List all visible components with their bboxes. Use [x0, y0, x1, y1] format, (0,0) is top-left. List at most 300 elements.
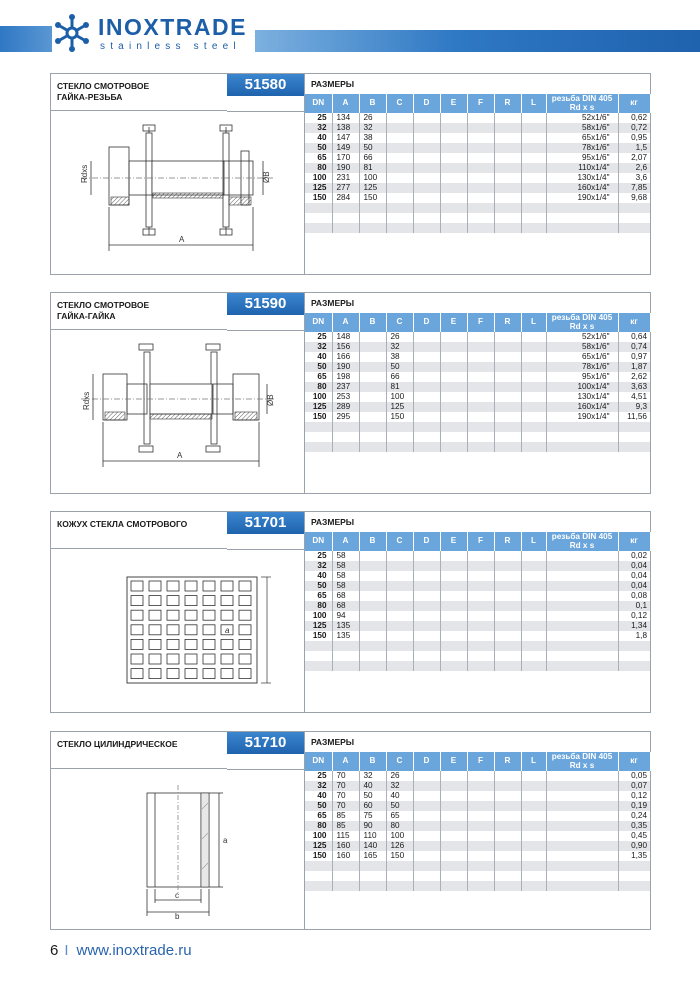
table-cell: [494, 372, 521, 382]
table-cell: 38: [386, 352, 413, 362]
table-row: [305, 193, 650, 203]
table-row: [305, 831, 650, 841]
section-title-line2: ГАЙКА-РЕЗЬБА: [57, 92, 123, 102]
article-code-badge: 51701: [227, 512, 304, 534]
col-header-thread: [546, 313, 618, 332]
table-row: [305, 851, 650, 861]
table-cell: [359, 432, 386, 442]
table-cell: 32: [305, 561, 332, 571]
table-row: [305, 591, 650, 601]
sleeve-drawing: [51, 549, 304, 712]
col-header-l: L: [521, 752, 546, 771]
table-cell: [305, 871, 332, 881]
table-cell: 52x1/6": [546, 332, 618, 342]
table-cell: 100: [359, 173, 386, 183]
col-header-r: R: [494, 752, 521, 771]
table-cell: 80: [305, 163, 332, 173]
table-cell: 150: [305, 193, 332, 203]
article-code-badge: 51590: [227, 293, 304, 315]
table-row: [305, 183, 650, 193]
dimensions-table: [305, 94, 651, 233]
table-cell: [494, 442, 521, 452]
table-cell: [413, 183, 440, 193]
table-cell: [413, 601, 440, 611]
table-cell: [413, 851, 440, 861]
table-cell: [494, 183, 521, 193]
table-cell: [546, 581, 618, 591]
table-cell: [494, 881, 521, 891]
table-cell: 40: [305, 571, 332, 581]
table-cell: [494, 851, 521, 861]
table-cell: 80: [386, 821, 413, 831]
table-cell: [413, 362, 440, 372]
badge-underline: [227, 96, 304, 112]
table-cell: [386, 183, 413, 193]
table-cell: [546, 571, 618, 581]
table-cell: 231: [332, 173, 359, 183]
table-cell: [467, 601, 494, 611]
table-cell: [521, 133, 546, 143]
table-cell: [546, 631, 618, 641]
table-cell: [546, 422, 618, 432]
col-header-r: R: [494, 532, 521, 551]
section-left-panel: [51, 74, 305, 274]
table-cell: [521, 601, 546, 611]
table-cell: [440, 631, 467, 641]
table-cell: [332, 203, 359, 213]
table-cell: 289: [332, 402, 359, 412]
table-cell: [494, 561, 521, 571]
table-cell: 25: [305, 551, 332, 561]
table-cell: [521, 631, 546, 641]
dimensions-table: [305, 532, 651, 671]
table-cell: [413, 193, 440, 203]
table-cell: 100: [305, 392, 332, 402]
table-cell: [305, 422, 332, 432]
table-cell: [494, 392, 521, 402]
table-cell: [413, 631, 440, 641]
table-cell: [521, 641, 546, 651]
table-cell: [359, 881, 386, 891]
table-cell: [467, 372, 494, 382]
table-cell: 58: [332, 551, 359, 561]
table-cell: [467, 382, 494, 392]
table-cell: 40: [359, 781, 386, 791]
section-left-panel: [51, 732, 305, 929]
table-cell: 32: [305, 781, 332, 791]
table-cell: [413, 871, 440, 881]
col-header-e: E: [440, 532, 467, 551]
table-cell: [386, 123, 413, 133]
table-cell: [440, 601, 467, 611]
table-cell: 190: [332, 163, 359, 173]
table-cell: [359, 392, 386, 402]
table-cell: [386, 163, 413, 173]
table-cell: [359, 342, 386, 352]
table-cell: [386, 551, 413, 561]
table-cell: 0,12: [618, 791, 650, 801]
table-cell: [440, 133, 467, 143]
table-cell: [494, 193, 521, 203]
table-cell: [440, 173, 467, 183]
table-cell: [413, 861, 440, 871]
table-cell: [413, 661, 440, 671]
product-section: [50, 731, 651, 930]
badge-underline: [227, 754, 304, 770]
table-cell: [440, 153, 467, 163]
col-header-d: D: [413, 94, 440, 113]
table-cell: [618, 871, 650, 881]
table-cell: [413, 821, 440, 831]
table-cell: 58x1/6": [546, 123, 618, 133]
table-row: [305, 811, 650, 821]
table-cell: [521, 831, 546, 841]
table-cell: [440, 621, 467, 631]
table-cell: 0,24: [618, 811, 650, 821]
table-cell: 65: [305, 153, 332, 163]
table-row: [305, 362, 650, 372]
col-header-e: E: [440, 313, 467, 332]
table-cell: [494, 581, 521, 591]
table-cell: 150: [305, 851, 332, 861]
table-row: [305, 601, 650, 611]
table-cell: [359, 601, 386, 611]
table-cell: [494, 621, 521, 631]
table-cell: 148: [332, 332, 359, 342]
a-label: A: [177, 451, 183, 460]
table-cell: [440, 163, 467, 173]
table-cell: [359, 442, 386, 452]
table-cell: [467, 422, 494, 432]
table-cell: [359, 223, 386, 233]
col-header-f: F: [467, 313, 494, 332]
table-row: [305, 153, 650, 163]
table-cell: [467, 631, 494, 641]
table-cell: 149: [332, 143, 359, 153]
table-row: [305, 203, 650, 213]
table-cell: [467, 412, 494, 422]
table-cell: [359, 372, 386, 382]
table-cell: 32: [305, 123, 332, 133]
table-cell: [386, 153, 413, 163]
table-cell: [440, 591, 467, 601]
table-cell: 150: [305, 412, 332, 422]
table-cell: 190x1/4": [546, 412, 618, 422]
section-table-panel: [305, 512, 650, 712]
table-cell: 135: [332, 631, 359, 641]
fitting-drawing: [51, 330, 304, 493]
table-cell: 0,07: [618, 781, 650, 791]
table-cell: 125: [305, 621, 332, 631]
table-cell: 110: [359, 831, 386, 841]
table-cell: 65: [386, 811, 413, 821]
table-cell: 0,1: [618, 601, 650, 611]
technical-drawing: [51, 549, 304, 712]
table-cell: [359, 352, 386, 362]
table-cell: 125: [305, 183, 332, 193]
table-cell: [467, 771, 494, 781]
table-row: [305, 412, 650, 422]
table-cell: 110x1/4": [546, 163, 618, 173]
table-cell: [467, 133, 494, 143]
table-row: [305, 621, 650, 631]
table-row: [305, 223, 650, 233]
table-cell: [332, 871, 359, 881]
table-row: [305, 821, 650, 831]
table-row: [305, 581, 650, 591]
table-cell: 58x1/6": [546, 342, 618, 352]
a-label: a: [225, 626, 230, 635]
table-cell: [521, 213, 546, 223]
table-cell: [467, 392, 494, 402]
table-cell: [413, 402, 440, 412]
table-cell: [546, 621, 618, 631]
table-row: [305, 611, 650, 621]
table-cell: 78x1/6": [546, 143, 618, 153]
table-cell: [440, 422, 467, 432]
col-header-b: B: [359, 752, 386, 771]
thread-header-line1: резьба DIN 405: [551, 94, 613, 103]
table-cell: [359, 581, 386, 591]
table-cell: [305, 442, 332, 452]
table-cell: [332, 442, 359, 452]
table-cell: [359, 422, 386, 432]
header-band: [255, 30, 700, 52]
table-cell: [494, 123, 521, 133]
table-cell: [494, 601, 521, 611]
table-cell: [494, 571, 521, 581]
table-cell: [467, 113, 494, 123]
article-code-badge: 51580: [227, 74, 304, 96]
table-cell: [494, 641, 521, 651]
table-row: [305, 781, 650, 791]
website-link[interactable]: www.inoxtrade.ru: [76, 942, 192, 959]
table-cell: 9,3: [618, 402, 650, 412]
table-cell: 0,62: [618, 113, 650, 123]
table-cell: [467, 432, 494, 442]
table-cell: 66: [386, 372, 413, 382]
table-cell: [494, 611, 521, 621]
table-cell: [440, 352, 467, 362]
table-cell: 284: [332, 193, 359, 203]
table-cell: 198: [332, 372, 359, 382]
table-cell: [521, 771, 546, 781]
table-cell: [467, 342, 494, 352]
table-cell: [467, 781, 494, 791]
table-cell: [546, 851, 618, 861]
table-cell: [467, 352, 494, 362]
table-cell: [305, 223, 332, 233]
table-cell: [440, 581, 467, 591]
table-cell: 190: [332, 362, 359, 372]
table-cell: [413, 342, 440, 352]
table-cell: 160x1/4": [546, 402, 618, 412]
table-cell: [467, 551, 494, 561]
table-cell: [521, 821, 546, 831]
table-cell: [413, 621, 440, 631]
table-cell: [521, 581, 546, 591]
table-cell: [386, 442, 413, 452]
table-cell: [494, 382, 521, 392]
table-cell: [546, 771, 618, 781]
table-cell: [440, 831, 467, 841]
table-cell: [521, 432, 546, 442]
table-cell: 100: [305, 173, 332, 183]
table-cell: [494, 861, 521, 871]
table-cell: 1,34: [618, 621, 650, 631]
table-cell: [386, 422, 413, 432]
table-cell: 95x1/6": [546, 153, 618, 163]
table-cell: 70: [332, 771, 359, 781]
table-cell: [521, 621, 546, 631]
table-cell: [332, 223, 359, 233]
table-cell: [521, 871, 546, 881]
table-row: [305, 841, 650, 851]
section-title: [51, 293, 227, 330]
table-cell: [332, 861, 359, 871]
table-cell: [618, 641, 650, 651]
col-header-dn: DN: [305, 313, 332, 332]
table-cell: 7,85: [618, 183, 650, 193]
col-header-b: B: [359, 532, 386, 551]
product-section: [50, 73, 651, 275]
table-cell: 50: [386, 362, 413, 372]
table-cell: 0,90: [618, 841, 650, 851]
glass-cylinder-drawing: [51, 769, 304, 929]
table-cell: [305, 641, 332, 651]
col-header-l: L: [521, 313, 546, 332]
table-cell: [467, 442, 494, 452]
table-cell: [359, 203, 386, 213]
section-table-panel: [305, 74, 650, 274]
table-cell: [494, 203, 521, 213]
col-header-l: L: [521, 532, 546, 551]
table-cell: [413, 781, 440, 791]
table-cell: [521, 382, 546, 392]
table-cell: 50: [386, 801, 413, 811]
table-cell: 70: [332, 791, 359, 801]
table-cell: [440, 193, 467, 203]
table-cell: 68: [332, 601, 359, 611]
col-header-l: L: [521, 94, 546, 113]
table-cell: [440, 372, 467, 382]
table-cell: 100: [386, 831, 413, 841]
table-cell: [413, 432, 440, 442]
table-cell: [386, 203, 413, 213]
col-header-c: C: [386, 532, 413, 551]
table-cell: 237: [332, 382, 359, 392]
table-cell: [494, 831, 521, 841]
page-number: 6: [50, 942, 59, 959]
footer-separator: I: [64, 942, 69, 959]
table-cell: [467, 203, 494, 213]
col-header-e: E: [440, 752, 467, 771]
table-cell: [467, 153, 494, 163]
table-cell: 25: [305, 113, 332, 123]
table-cell: 0,72: [618, 123, 650, 133]
table-cell: [521, 362, 546, 372]
table-cell: [440, 801, 467, 811]
table-cell: [359, 332, 386, 342]
table-cell: [467, 621, 494, 631]
col-header-r: R: [494, 94, 521, 113]
table-cell: [521, 392, 546, 402]
table-cell: [521, 123, 546, 133]
table-cell: 150: [386, 412, 413, 422]
table-cell: [413, 422, 440, 432]
table-cell: [386, 651, 413, 661]
table-cell: 85: [332, 821, 359, 831]
table-row: [305, 801, 650, 811]
table-cell: [494, 781, 521, 791]
thread-header-line2: Rd x s: [569, 321, 595, 331]
sizes-label: РАЗМЕРЫ: [311, 517, 355, 527]
table-cell: 4,51: [618, 392, 650, 402]
table-cell: 165: [359, 851, 386, 861]
table-cell: [440, 851, 467, 861]
table-cell: [440, 442, 467, 452]
table-cell: [494, 223, 521, 233]
table-cell: 160x1/4": [546, 183, 618, 193]
table-cell: 0,05: [618, 771, 650, 781]
table-cell: [618, 661, 650, 671]
table-cell: 25: [305, 771, 332, 781]
table-cell: 190x1/4": [546, 193, 618, 203]
table-cell: [618, 881, 650, 891]
table-cell: [494, 591, 521, 601]
table-cell: [494, 342, 521, 352]
sizes-label: РАЗМЕРЫ: [311, 79, 355, 89]
table-cell: [413, 213, 440, 223]
dimensions-table: [305, 313, 651, 452]
table-cell: [494, 801, 521, 811]
table-cell: [332, 881, 359, 891]
table-cell: [359, 551, 386, 561]
table-cell: 166: [332, 352, 359, 362]
thread-header-line1: резьба DIN 405: [551, 532, 613, 541]
table-cell: [386, 881, 413, 891]
table-cell: 80: [305, 601, 332, 611]
table-cell: [359, 611, 386, 621]
section-title-line1: СТЕКЛО СМОТРОВОЕ: [57, 300, 150, 310]
table-cell: 70: [332, 781, 359, 791]
table-cell: [413, 811, 440, 821]
table-cell: [440, 203, 467, 213]
table-cell: [521, 113, 546, 123]
section-title-line2: ГАЙКА-ГАЙКА: [57, 311, 116, 321]
thread-header-line2: Rd x s: [569, 102, 595, 112]
table-cell: [467, 402, 494, 412]
table-cell: [413, 352, 440, 362]
table-cell: [521, 183, 546, 193]
table-header-row: [305, 752, 650, 771]
col-header-c: C: [386, 752, 413, 771]
table-cell: [546, 551, 618, 561]
table-cell: [305, 661, 332, 671]
table-cell: 100: [305, 611, 332, 621]
table-cell: [521, 173, 546, 183]
table-cell: [521, 861, 546, 871]
table-cell: 1,87: [618, 362, 650, 372]
table-cell: [521, 551, 546, 561]
table-cell: [467, 362, 494, 372]
table-cell: [440, 402, 467, 412]
col-header-c: C: [386, 94, 413, 113]
table-cell: [413, 641, 440, 651]
table-cell: [386, 193, 413, 203]
col-header-kg: кг: [618, 532, 650, 551]
table-cell: [467, 183, 494, 193]
